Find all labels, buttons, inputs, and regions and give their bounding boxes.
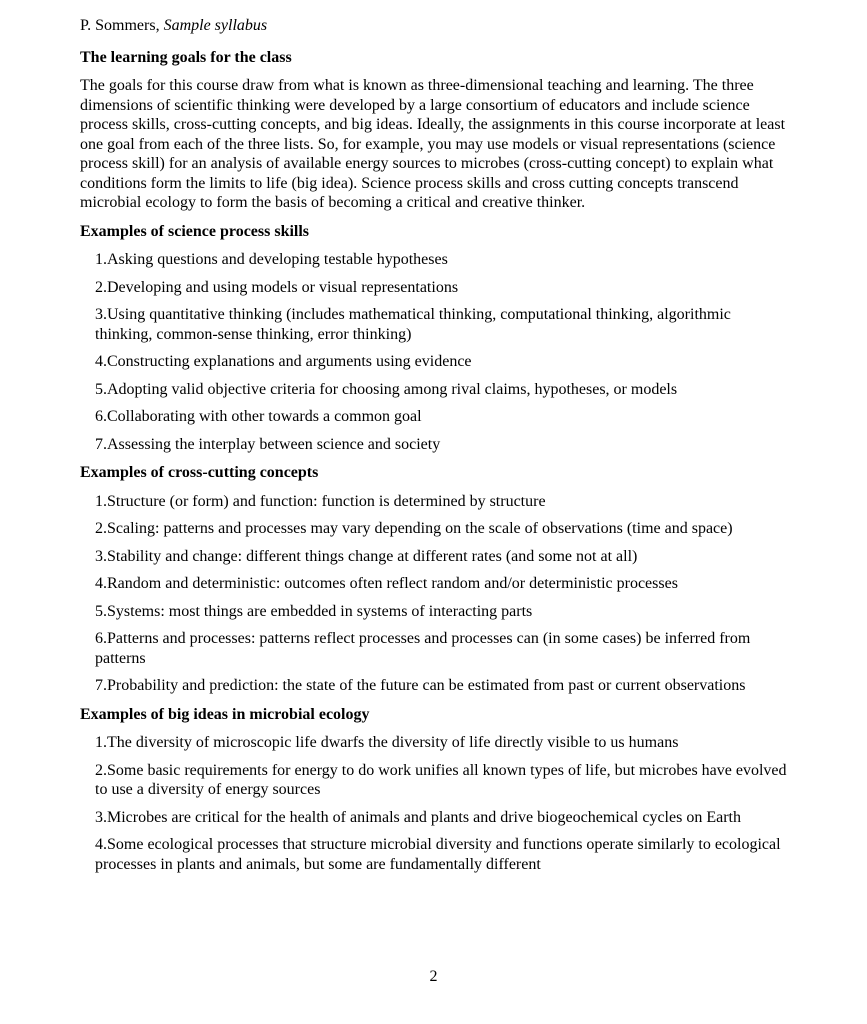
cross-cutting-concepts-list <box>80 492 791 696</box>
list-item: 1.Asking questions and developing testable hypotheses <box>95 251 448 268</box>
list-item: 4.Some ecological processes that structure microbial diversity and functions operate similarly to ecological processes in plants and animals, but some are fundamentally different <box>95 836 781 873</box>
list-item: 4.Random and deterministic: outcomes often reflect random and/or deterministic processes <box>95 575 678 592</box>
list-item: 2.Scaling: patterns and processes may vary depending on the scale of observations (time and space) <box>95 520 733 537</box>
section-heading-big-ideas: Examples of big ideas in microbial ecology <box>80 705 370 723</box>
list-item: 6.Collaborating with other towards a common goal <box>95 408 422 425</box>
list-item: 1.Structure (or form) and function: function is determined by structure <box>95 492 546 510</box>
section-heading-science-process-skills: Examples of science process skills <box>80 222 310 240</box>
list-item: 5.Systems: most things are embedded in systems of interacting parts <box>95 602 533 620</box>
list-item: 3.Using quantitative thinking (includes mathematical thinking, computational thinking, algorithmic thinking, common-sense thinking, error thinking) <box>95 306 731 343</box>
big-ideas-list <box>80 733 791 874</box>
list-item: 3.Microbes are critical for the health of animals and plants and drive biogeochemical cycles on Earth <box>95 808 741 826</box>
page-number: 2 <box>429 967 438 985</box>
list-item: 2.Some basic requirements for energy to do work unifies all known types of life, but microbes have evolved to use a diversity of energy sources <box>95 761 787 798</box>
list-item: 3.Stability and change: different things change at different rates (and some not at all) <box>95 547 638 565</box>
section-heading-cross-cutting-concepts: Examples of cross-cutting concepts <box>80 464 319 481</box>
section-heading-learning-goals: The learning goals for the class <box>80 48 292 66</box>
intro-paragraph: The goals for this course draw from what is known as three-dimensional teaching and learning. The three dimensions of scientific thinking were developed by a large consortium of educators and include science process skills, cross-cutting concepts, and big ideas. Ideally, the assignments in this course incorporate at least one goal from each of the three lists. So, for example, you may use models or visual representations (science process skill) for an analysis of available energy sources to microbes (cross-cutting concept) to explain what conditions form the limits to life (big idea). Science process skills and cross cutting concepts transcend microbial ecology to form the basis of becoming a critical and creative thinker. <box>80 77 786 211</box>
science-process-skills-list <box>80 250 791 454</box>
list-item: 4.Constructing explanations and arguments using evidence <box>95 353 472 370</box>
header-author: P. Sommers, <box>80 17 160 34</box>
list-item: 6.Patterns and processes: patterns reflect processes and processes can (in some cases) be inferred from patterns <box>95 630 751 667</box>
header-doc-title: Sample syllabus <box>163 17 268 34</box>
list-item: 7.Probability and prediction: the state of the future can be estimated from past or current observations <box>95 677 746 694</box>
list-item: 1.The diversity of microscopic life dwarfs the diversity of life directly visible to us humans <box>95 734 679 751</box>
list-item: 2.Developing and using models or visual representations <box>95 278 459 296</box>
page-header <box>80 16 791 36</box>
list-item: 7.Assessing the interplay between science and society <box>95 435 441 453</box>
list-item: 5.Adopting valid objective criteria for choosing among rival claims, hypotheses, or models <box>95 380 678 398</box>
